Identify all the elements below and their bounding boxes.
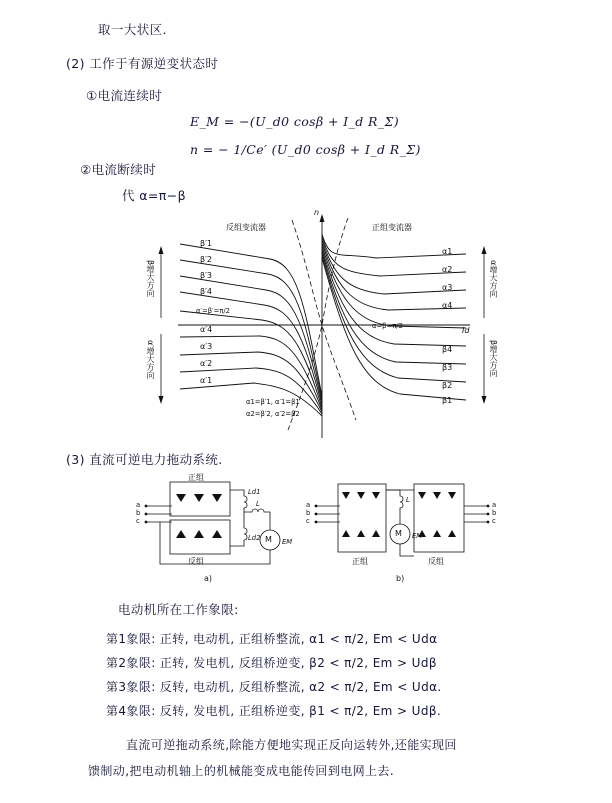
text-line-4: ②电流断续时 (80, 162, 157, 177)
text-line-1: 取一大状区. (98, 22, 167, 37)
fig2b-phase-a-right: a (492, 501, 497, 509)
fig1-left-label-7: α′3 (200, 342, 213, 351)
fig1-right-label-7: β3 (442, 363, 453, 372)
quadrant-3: 第3象限: 反转, 电动机, 反组桥整流, α2 < π/2, Em < Udα. (106, 680, 442, 694)
fig2a-positive-group: 正组 (188, 473, 204, 482)
fig1-left-label-5: α′=β′=π/2 (196, 307, 231, 315)
fig1-axis-id: Id (462, 326, 470, 335)
text-line-2: (2) 工作于有源逆变状态时 (66, 56, 219, 71)
paragraph-line-a: 直流可逆拖动系统,除能方便地实现正反向运转外,还能实现回 (126, 738, 457, 752)
fig2b-positive-group: 正组 (352, 557, 368, 566)
formula-n: n = − 1/Ce′ (U_d0 cosβ + I_d R_Σ) (190, 142, 421, 157)
fig2b-negative-group: 反组 (428, 557, 444, 566)
fig1-arrow-left-bottom: α′增大方向 (146, 340, 155, 380)
fig2b-phase-b-left: b (306, 509, 311, 517)
fig2b-phase-c-right: c (492, 517, 496, 525)
text-line-5: 代 α=π−β (122, 188, 186, 203)
fig1-title-left: 反组变流器 (226, 223, 266, 232)
fig1-left-label-3: β′3 (200, 271, 213, 280)
fig2a-phase-b: b (136, 509, 141, 517)
fig1-note-2: α2=β′2, α′2=β2 (246, 410, 300, 418)
fig1-title-right: 正组变流器 (372, 223, 412, 232)
fig1-right-label-8: β2 (442, 381, 453, 390)
fig2b-em: EM (412, 532, 423, 540)
fig1-right-label-9: β1 (442, 396, 453, 405)
fig2a-negative-group: 反组 (188, 557, 204, 566)
fig2a-ld1: Ld1 (248, 488, 261, 496)
fig2b-phase-b-right: b (492, 509, 497, 517)
fig1-arrow-right-bottom: β增大方向 (489, 340, 498, 378)
fig1-left-label-8: α′2 (200, 359, 213, 368)
fig2b-motor: M (395, 529, 402, 538)
fig2b-l: L (406, 496, 410, 504)
fig1-axis-n: n (314, 208, 320, 217)
fig1-right-label-2: α2 (442, 265, 453, 274)
fig2a-phase-c: c (136, 517, 140, 525)
fig1-arrow-left-top: β增大方向 (146, 260, 155, 298)
paragraph-line-b: 馈制动,把电动机轴上的机械能变成电能传回到电网上去. (88, 764, 395, 778)
fig2b-phase-a-left: a (306, 501, 311, 509)
formula-em: E_M = −(U_d0 cosβ + I_d R_Σ) (190, 114, 399, 129)
fig1-arrow-right-top: α增大方向 (489, 260, 498, 298)
fig1-right-label-3: α3 (442, 283, 453, 292)
fig2a-caption: a) (204, 574, 213, 583)
text-line-6: (3) 直流可逆电力拖动系统. (66, 452, 223, 467)
fig1-left-label-2: β′2 (200, 255, 213, 264)
fig1-left-label-6: α′4 (200, 325, 213, 334)
quadrant-1: 第1象限: 正转, 电动机, 正组桥整流, α1 < π/2, Em < Udα (106, 632, 438, 646)
fig2a-em: EM (282, 538, 293, 546)
fig1-right-label-6: β4 (442, 345, 453, 354)
fig1-right-label-1: α1 (442, 247, 453, 256)
fig1-note-1: α1=β′1, α′1=β1 (246, 398, 300, 406)
text-line-7: 电动机所在工作象限: (118, 602, 239, 617)
fig2a-ld2: Ld2 (248, 534, 261, 542)
fig1-left-label-4: β′4 (200, 287, 213, 296)
fig1-right-label-5: α=β=π/2 (372, 322, 403, 330)
text-line-3: ①电流连续时 (86, 88, 163, 103)
fig2b-phase-c-left: c (306, 517, 310, 525)
fig1-left-label-1: β′1 (200, 239, 213, 248)
fig2a-phase-a: a (136, 501, 141, 509)
fig2a-motor: M (265, 535, 272, 544)
quadrant-2: 第2象限: 正转, 发电机, 反组桥逆变, β2 < π/2, Em > Udβ (106, 656, 437, 670)
fig1-left-label-9: α′1 (200, 376, 213, 385)
fig2a-l: L (256, 500, 260, 508)
fig1-right-label-4: α4 (442, 301, 453, 310)
fig2b-caption: b) (396, 574, 405, 583)
quadrant-4: 第4象限: 反转, 发电机, 正组桥逆变, β1 < π/2, Em > Udβ. (106, 704, 442, 718)
